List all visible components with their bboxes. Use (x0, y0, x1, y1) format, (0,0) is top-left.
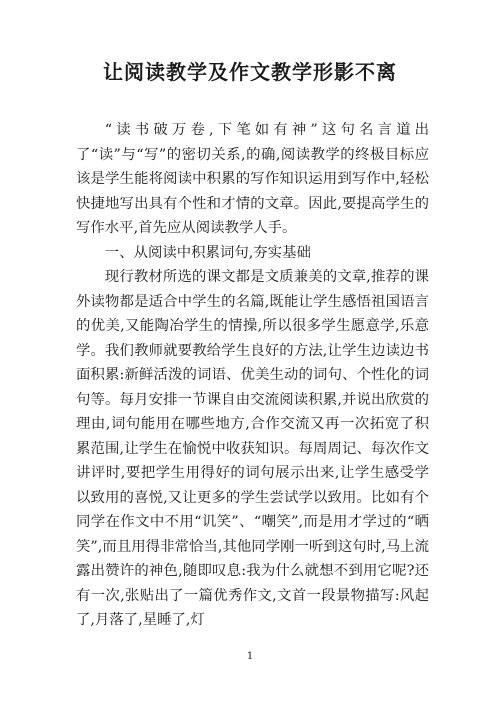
section-heading: 一、从阅读中积累词句,夯实基础 (104, 244, 311, 261)
document-title: 让阅读教学及作文教学形影不离 (103, 60, 397, 84)
body-paragraph: 现行教材所选的课文都是文质兼美的文章,推荐的课外读物都是适合中学生的名篇,既能让学生感悟祖国语言的优美,又能陶冶学生的情操,所以很多学生愿意学,乐意学。我们教师就要教给学生良好的方法,让学生边读边书面积累:新鲜活泼的词语、优美生动的词句、个性化的词句等。每月安排一节课自由交流阅读积累,并说出欣赏的理由,词句能用在哪些地方,合作交流又再一次拓宽了积累范围,让学生在愉悦中收获知识。每周周记、每次作文讲评时,要把学生用得好的词句展示出来,让学生感受学以致用的喜悦,又让更多的学生尝试学以致用。比如有个同学在作文中不用“讥笑”、“嘲笑”,而是用才学过的“晒笑”,而且用得非常恰当,其他同学刚一听到这句时,马上流露出赞许的神色,随即叹息:我为什么就想不到用它呢?还有一次,张贴出了一篇优秀作文,文首一段景物描写:风起了,月落了,星睡了,灯 (76, 269, 429, 628)
intro-paragraph: “读书破万卷,下笔如有神”这句名言道出了“读”与“写”的密切关系,的确,阅读教学的终极目标应该是学生能将阅读中积累的写作知识运用到写作中,轻松快捷地写出具有个性和才情的文章。因此,要提高学生的写作水平,首先应从阅读教学人手。 (76, 122, 429, 236)
page-number: 1 (246, 651, 254, 662)
document-body (76, 118, 429, 633)
